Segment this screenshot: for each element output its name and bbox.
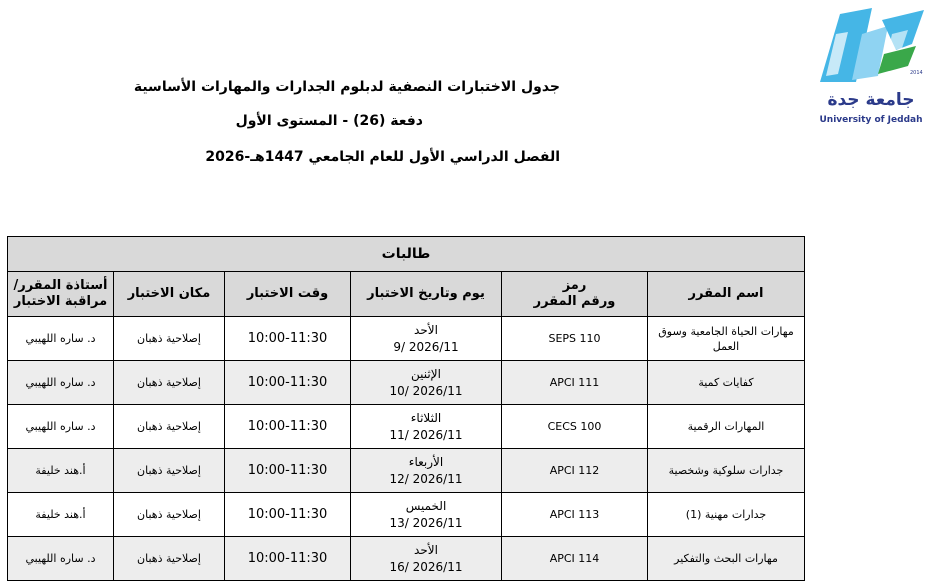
exam-time: 10:00-11:30 — [225, 493, 351, 537]
exam-date: 11/ 2026/11 — [389, 427, 463, 442]
course-code: SEPS 110 — [502, 317, 648, 361]
course-instructor: أ.هند خليفة — [8, 493, 114, 537]
exam-date-cell — [351, 449, 502, 493]
col-header-time: وقت الاختبار — [225, 272, 351, 317]
exam-date-cell — [351, 317, 502, 361]
exam-date-cell — [351, 361, 502, 405]
exam-place: إصلاحية ذهبان — [114, 361, 225, 405]
title-line-1: جدول الاختبارات النصفية لدبلوم الجدارات والمهارات الأساسية — [133, 79, 560, 95]
course-name: المهارات الرقمية — [648, 405, 805, 449]
logo-name-ar: جامعة جدة — [827, 90, 915, 110]
exam-schedule-table — [7, 236, 805, 581]
title-line-2: دفعة (26) - المستوى الأول — [235, 113, 423, 129]
exam-time: 10:00-11:30 — [225, 405, 351, 449]
exam-place: إصلاحية ذهبان — [114, 317, 225, 361]
course-code: CECS 100 — [502, 405, 648, 449]
exam-day: الخميس — [405, 498, 447, 513]
table-row — [8, 317, 805, 361]
exam-day: الأحد — [414, 542, 438, 557]
table-row — [8, 405, 805, 449]
table-row — [8, 361, 805, 405]
exam-place: إصلاحية ذهبان — [114, 405, 225, 449]
col-header-prof-line2: مراقبة الاختبار — [13, 294, 108, 309]
col-header-prof-line1: أستاذة المقرر/ — [13, 278, 108, 293]
exam-date: 12/ 2026/11 — [389, 471, 463, 486]
course-name: مهارات البحث والتفكير — [648, 537, 805, 581]
table-header-row — [8, 272, 805, 317]
exam-place: إصلاحية ذهبان — [114, 449, 225, 493]
course-code: APCI 113 — [502, 493, 648, 537]
exam-date: 9/ 2026/11 — [393, 339, 459, 354]
logo-year: 2014 — [910, 70, 923, 76]
exam-date-cell — [351, 537, 502, 581]
course-code: APCI 111 — [502, 361, 648, 405]
exam-date: 10/ 2026/11 — [389, 383, 463, 398]
course-instructor: د. ساره اللهيبي — [8, 405, 114, 449]
logo-emblem-icon — [812, 4, 930, 90]
exam-date-cell — [351, 405, 502, 449]
col-header-course: اسم المقرر — [648, 272, 805, 317]
col-header-place: مكان الاختبار — [114, 272, 225, 317]
course-name: جدارات سلوكية وشخصية — [648, 449, 805, 493]
exam-date: 16/ 2026/11 — [389, 559, 463, 574]
exam-day: الإثنين — [411, 366, 441, 381]
col-header-code-line2: ورقم المقرر — [533, 294, 616, 309]
exam-time: 10:00-11:30 — [225, 317, 351, 361]
col-header-code — [502, 272, 648, 317]
course-instructor: أ.هند خليفة — [8, 449, 114, 493]
logo-name-en: University of Jeddah — [819, 115, 923, 125]
exam-place: إصلاحية ذهبان — [114, 537, 225, 581]
course-name: كفايات كمية — [648, 361, 805, 405]
exam-date-cell — [351, 493, 502, 537]
exam-time: 10:00-11:30 — [225, 361, 351, 405]
table-row — [8, 493, 805, 537]
course-instructor: د. ساره اللهيبي — [8, 317, 114, 361]
exam-date: 13/ 2026/11 — [389, 515, 463, 530]
exam-place: إصلاحية ذهبان — [114, 493, 225, 537]
col-header-prof — [8, 272, 114, 317]
exam-day: الثلاثاء — [410, 410, 442, 425]
table-group-row — [8, 237, 805, 272]
group-title: طالبات — [8, 237, 805, 272]
course-name: جدارات مهنية (1) — [648, 493, 805, 537]
course-code: APCI 112 — [502, 449, 648, 493]
col-header-date: يوم وتاريخ الاختبار — [351, 272, 502, 317]
course-instructor: د. ساره اللهيبي — [8, 361, 114, 405]
title-line-3: الفصل الدراسي الأول للعام الجامعي 1447هـ-2026 — [205, 149, 560, 165]
exam-time: 10:00-11:30 — [225, 449, 351, 493]
course-name: مهارات الحياة الجامعية وسوق العمل — [648, 317, 805, 361]
col-header-code-line1: رمز — [562, 278, 587, 293]
exam-day: الأحد — [414, 322, 438, 337]
course-code: APCI 114 — [502, 537, 648, 581]
university-logo — [812, 4, 930, 132]
course-instructor: د. ساره اللهيبي — [8, 537, 114, 581]
table-row — [8, 449, 805, 493]
exam-time: 10:00-11:30 — [225, 537, 351, 581]
exam-day: الأربعاء — [408, 454, 444, 469]
table-row — [8, 537, 805, 581]
